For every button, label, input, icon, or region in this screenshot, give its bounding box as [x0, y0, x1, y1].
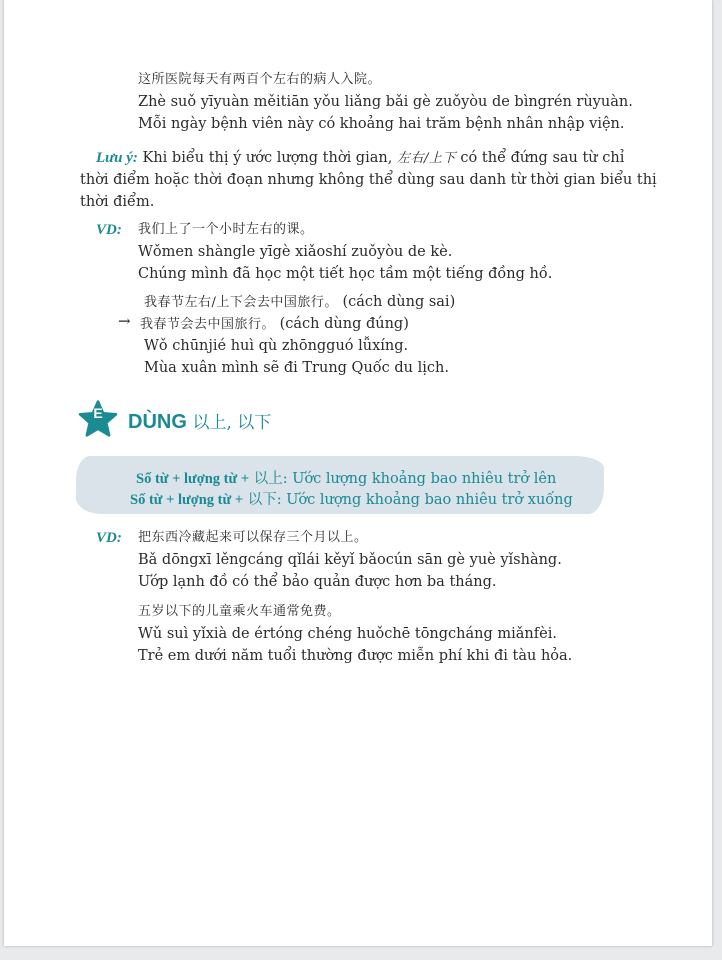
example-1-pinyin: Wǒmen shàngle yīgè xiǎoshí zuǒyòu de kè.	[138, 244, 453, 260]
rule-below	[130, 488, 573, 509]
note-text-b: có thể đứng sau từ chỉ	[455, 150, 625, 166]
section-title-zh: 以上, 以下	[192, 413, 272, 433]
right-usage-line	[140, 314, 409, 335]
right-usage-note: (cách dùng đúng)	[279, 316, 409, 332]
section-title	[128, 408, 271, 434]
example-2a-zh: 把东西冷藏起来可以保存三个月以上。	[138, 530, 368, 545]
note-highlight: 左右/上下	[396, 151, 456, 166]
section-title-text: DÙNG	[128, 411, 187, 433]
note-text-a: Khi biểu thị ý ước lượng thời gian,	[137, 150, 397, 166]
note-line-2: thời điểm hoặc thời đoạn nhưng không thể dùng sau danh từ thời gian biểu thị	[80, 172, 657, 188]
note-label: Lưu ý:	[96, 150, 138, 166]
right-usage-zh: 我春节会去中国旅行。	[140, 317, 276, 332]
intro-example-zh: 这所医院每天有两百个左右的病人入院。	[138, 72, 382, 87]
example-label: VD:	[96, 222, 122, 238]
rule-above	[136, 467, 556, 488]
wrong-usage-zh: 我春节左右/上下会去中国旅行。	[144, 295, 338, 310]
note-line-1	[96, 148, 624, 169]
wrong-usage-line	[144, 292, 455, 313]
example-2b-zh: 五岁以下的儿童乘火车通常免费。	[138, 604, 341, 619]
example-2b-vi: Trẻ em dưới năm tuổi thường được miễn phí khi đi tàu hỏa.	[138, 648, 573, 664]
example-2-label: VD:	[96, 530, 122, 546]
rule-above-word: 以上:	[249, 471, 293, 487]
rule-above-meaning: Ước lượng khoảng bao nhiêu trở lên	[292, 471, 557, 487]
intro-example-pinyin: Zhè suǒ yīyuàn měitiān yǒu liǎng bǎi gè zuǒyòu de bìngrén rùyuàn.	[138, 94, 633, 110]
right-usage-pinyin: Wǒ chūnjié huì qù zhōngguó lǚxíng.	[144, 338, 409, 354]
intro-example-vi: Mỗi ngày bệnh viên này có khoảng hai trăm bệnh nhân nhập viện.	[138, 116, 625, 132]
rule-above-pattern: Số từ + lượng từ +	[136, 471, 250, 487]
example-2a-vi: Ướp lạnh đồ có thể bảo quản được hơn ba tháng.	[138, 574, 497, 590]
example-2b-pinyin: Wǔ suì yǐxià de értóng chéng huǒchē tōngcháng miǎnfèi.	[138, 626, 557, 642]
example-2a-pinyin: Bǎ dōngxī lěngcáng qǐlái kěyǐ bǎocún sān gè yuè yǐshàng.	[138, 552, 562, 568]
document-page	[4, 0, 712, 946]
right-usage-vi: Mùa xuân mình sẽ đi Trung Quốc du lịch.	[144, 360, 449, 376]
rule-below-meaning: Ước lượng khoảng bao nhiêu trở xuống	[286, 492, 573, 508]
arrow-icon: →	[118, 312, 131, 330]
section-letter: E	[93, 405, 103, 421]
note-line-3: thời điểm.	[80, 194, 155, 210]
rule-below-pattern: Số từ + lượng từ +	[130, 492, 244, 508]
example-1-zh: 我们上了一个小时左右的课。	[138, 222, 314, 237]
example-1-vi: Chúng mình đã học một tiết học tầm một tiếng đồng hồ.	[138, 266, 553, 282]
rule-below-word: 以下:	[243, 492, 287, 508]
wrong-usage-note: (cách dùng sai)	[342, 294, 456, 310]
